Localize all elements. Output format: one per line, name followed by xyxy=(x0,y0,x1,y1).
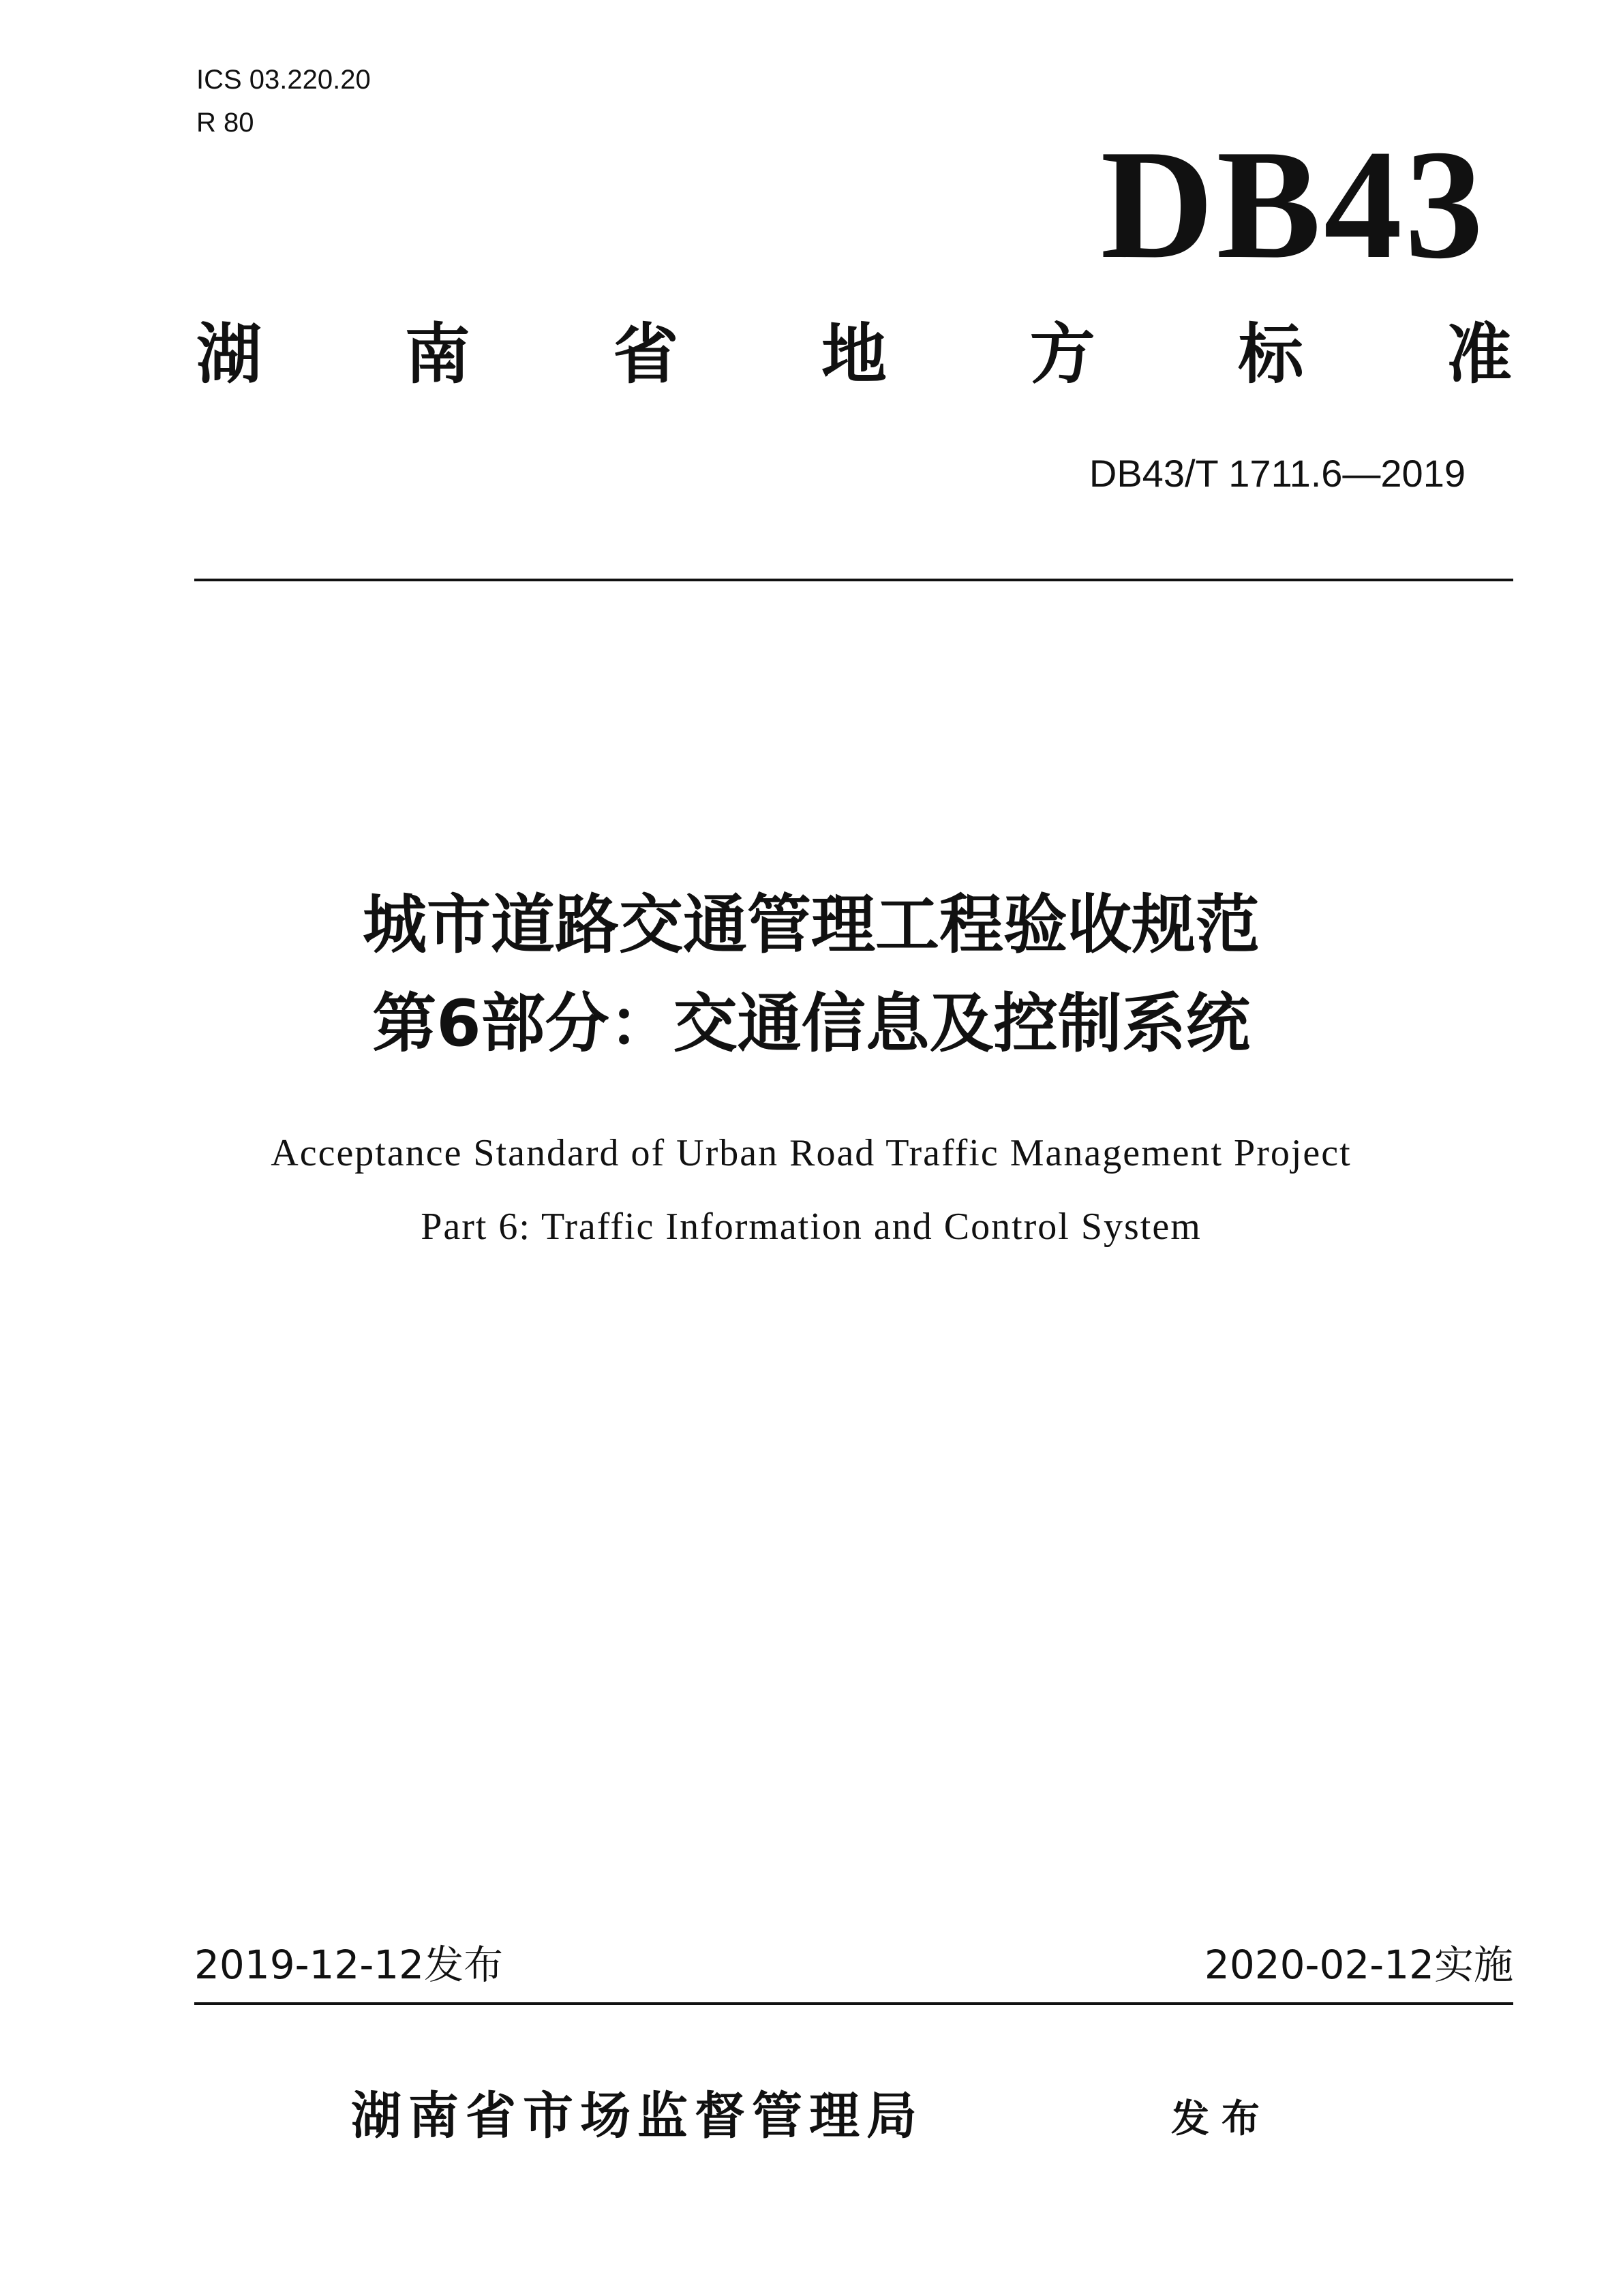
standard-number: DB43/T 1711.6—2019 xyxy=(1089,452,1466,495)
standard-type-char: 省 xyxy=(613,316,679,393)
title-cn-line2: 第6部分：交通信息及控制系统 xyxy=(372,987,1250,1061)
bottom-divider xyxy=(194,2002,1513,2005)
standard-type-heading xyxy=(196,310,1512,399)
implementation-date: 2020-02-12实施 xyxy=(1204,1942,1513,1988)
publish-label: 发布 xyxy=(1171,2097,1272,2141)
title-en-line1: Acceptance Standard of Urban Road Traffic Management Project xyxy=(271,1132,1352,1174)
title-cn-line1: 城市道路交通管理工程验收规范 xyxy=(362,888,1260,962)
title-en-line2: Part 6: Traffic Information and Control System xyxy=(421,1206,1202,1248)
standard-type-char: 标 xyxy=(1238,316,1304,393)
standard-type-char: 南 xyxy=(404,316,470,393)
classification-code: R 80 xyxy=(196,108,254,138)
issue-date: 2019-12-12发布 xyxy=(194,1942,504,1988)
top-divider xyxy=(194,579,1513,581)
publisher: 湖南省市场监督管理局 xyxy=(351,2087,924,2145)
standard-type-char: 湖 xyxy=(196,316,262,393)
db-mark: DB43 xyxy=(1100,117,1486,291)
ics-code: ICS 03.220.20 xyxy=(196,65,371,95)
standard-type-char: 地 xyxy=(821,316,887,393)
standard-type-char: 方 xyxy=(1029,316,1095,393)
standard-type-char: 准 xyxy=(1446,316,1512,393)
